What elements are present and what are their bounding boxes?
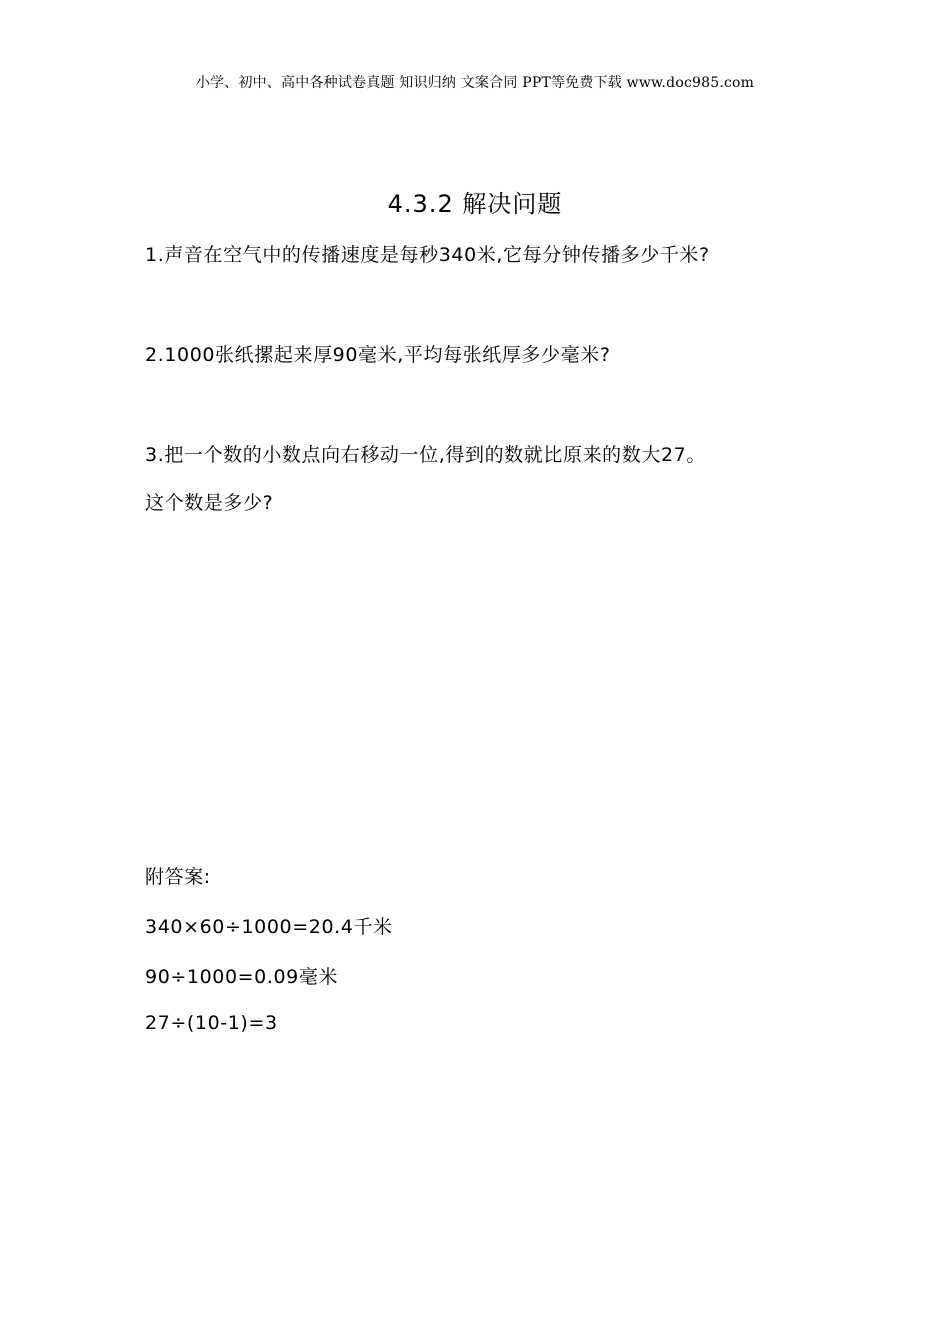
answers-label: 附答案: (145, 866, 211, 888)
answer-2: 90÷1000=0.09毫米 (145, 966, 339, 988)
question-1: 1.声音在空气中的传播速度是每秒340米,它每分钟传播多少千米? (145, 244, 710, 266)
page-title: 4.3.2 解决问题 (387, 190, 563, 218)
question-3-line-1: 3.把一个数的小数点向右移动一位,得到的数就比原来的数大27。 (145, 444, 706, 466)
answer-3: 27÷(10-1)=3 (145, 1012, 278, 1034)
answer-1: 340×60÷1000=20.4千米 (145, 916, 393, 938)
question-2: 2.1000张纸摞起来厚90毫米,平均每张纸厚多少毫米? (145, 344, 611, 366)
page-header: 小学、初中、高中各种试卷真题 知识归纳 文案合同 PPT等免费下载 www.doc985.com (195, 75, 755, 91)
question-3-line-2: 这个数是多少? (145, 492, 274, 514)
